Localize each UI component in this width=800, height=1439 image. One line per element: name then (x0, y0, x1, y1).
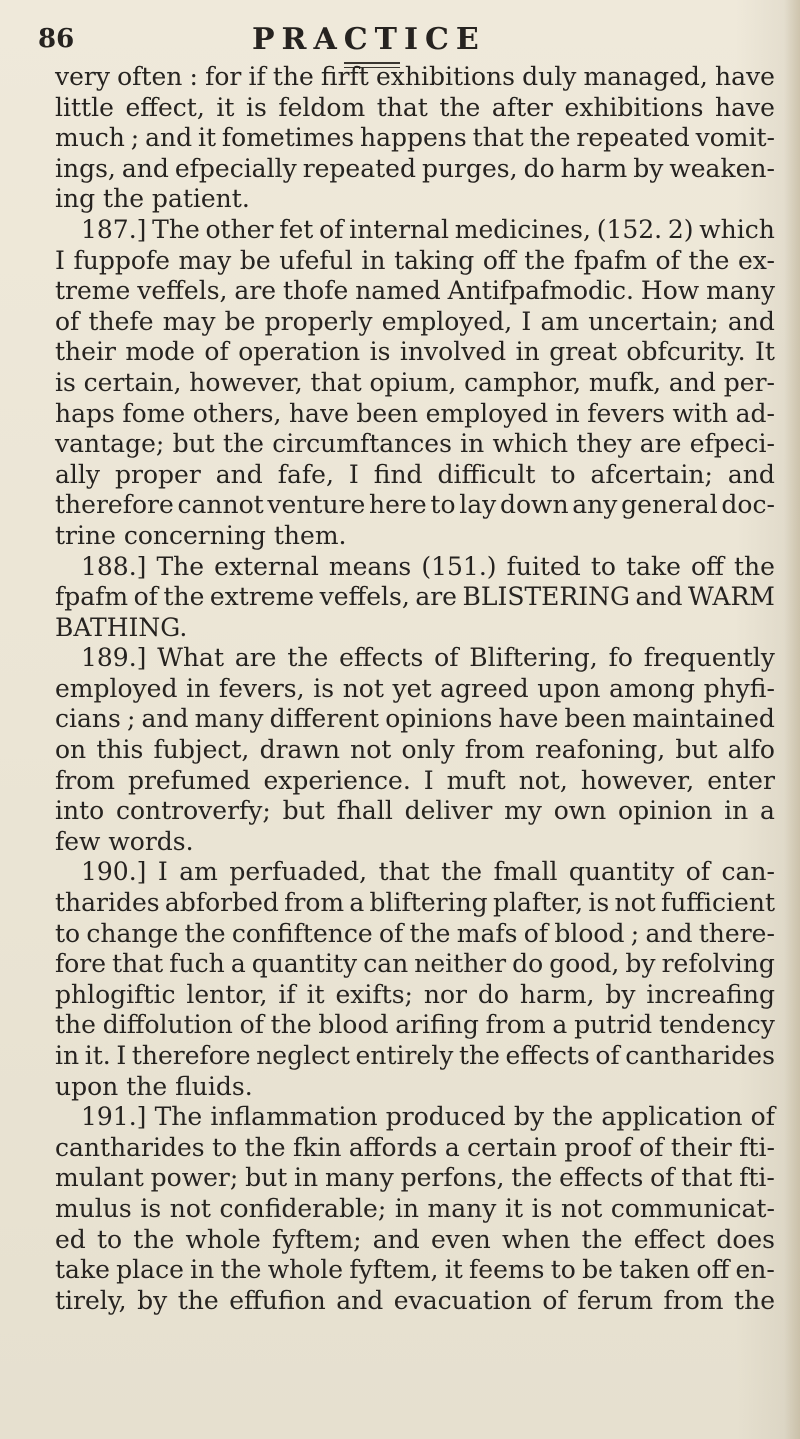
text-line: haps fome others, have been employed in fevers with ad- (55, 398, 775, 428)
text-line: ally proper and fafe, I find difficult to afcertain; and (55, 459, 775, 489)
page-number: 86 (38, 24, 75, 54)
text-line: on this fubject, drawn not only from reafoning, but alfo (55, 735, 775, 765)
text-line: 188.] The external means (151.) fuited to take off the (81, 551, 775, 581)
text-line: fore that fuch a quantity can neither do good, by refolving (55, 949, 775, 979)
text-line: therefore cannot venture here to lay down any general doc- (55, 490, 775, 520)
text-line: cians ; and many different opinions have been maintained (55, 704, 775, 734)
text-line: ing the patient. (55, 184, 250, 214)
text-line: is certain, however, that opium, camphor, mufk, and per- (55, 367, 775, 397)
text-line: tharides abforbed from a bliftering plafter, is not fufficient (55, 888, 775, 918)
text-line: employed in fevers, is not yet agreed upon among phyfi- (55, 673, 775, 703)
text-line: treme veffels, are thofe named Antifpafmodic. How many (55, 276, 775, 306)
text-line: much ; and it fometimes happens that the repeated vomit- (55, 123, 775, 153)
text-line: 191.] The inflammation produced by the application of (81, 1102, 775, 1132)
text-line: upon the fluids. (55, 1071, 253, 1101)
text-line: tirely, by the effufion and evacuation of ferum from the (55, 1285, 775, 1315)
text-line: their mode of operation is involved in great obfcurity. It (55, 337, 775, 367)
text-line: phlogiftic lentor, if it exifts; nor do harm, by increafing (55, 979, 775, 1009)
text-line: BATHING. (55, 612, 188, 642)
running-head: PRACTICE (252, 22, 486, 57)
text-line: the diffolution of the blood arifing from a putrid tendency (55, 1010, 775, 1040)
text-line: 187.] The other fet of internal medicines, (152. 2) which (81, 214, 775, 244)
text-line: vantage; but the circumftances in which they are efpeci- (55, 429, 775, 459)
text-line: very often : for if the firft exhibitions duly managed, have (55, 62, 775, 91)
text-line: fpafm of the extreme veffels, are BLISTERING and WARM (55, 582, 775, 612)
body-text (55, 62, 775, 1316)
text-line: little effect, it is feldom that the after exhibitions have (55, 92, 775, 122)
text-line: to change the confiftence of the mafs of blood ; and there- (55, 918, 775, 948)
text-line: 190.] I am perfuaded, that the fmall quantity of can- (81, 857, 775, 887)
text-line: into controverfy; but fhall deliver my own opinion in a (55, 796, 775, 826)
text-line: ings, and efpecially repeated purges, do harm by weaken- (55, 153, 775, 183)
text-line: 189.] What are the effects of Bliftering, fo frequently (81, 643, 775, 673)
text-line: ed to the whole fyftem; and even when the effect does (55, 1224, 775, 1254)
text-line: trine concerning them. (55, 520, 347, 550)
text-line: I fuppofe may be ufeful in taking off the fpafm of the ex- (55, 245, 775, 275)
text-line: cantharides to the fkin affords a certain proof of their fti- (55, 1132, 775, 1162)
text-line: few words. (55, 826, 194, 856)
text-line: in it. I therefore neglect entirely the effects of cantharides (55, 1041, 775, 1070)
text-line: mulus is not confiderable; in many it is not communicat- (55, 1193, 775, 1223)
text-line: from prefumed experience. I muft not, however, enter (55, 765, 775, 795)
page-edge-shadow (784, 0, 800, 1439)
text-line: of thefe may be properly employed, I am uncertain; and (55, 306, 775, 336)
text-line: take place in the whole fyftem, it feems to be taken off en- (55, 1255, 775, 1285)
text-line: mulant power; but in many perfons, the effects of that fti- (55, 1163, 775, 1193)
page-header (38, 18, 738, 58)
